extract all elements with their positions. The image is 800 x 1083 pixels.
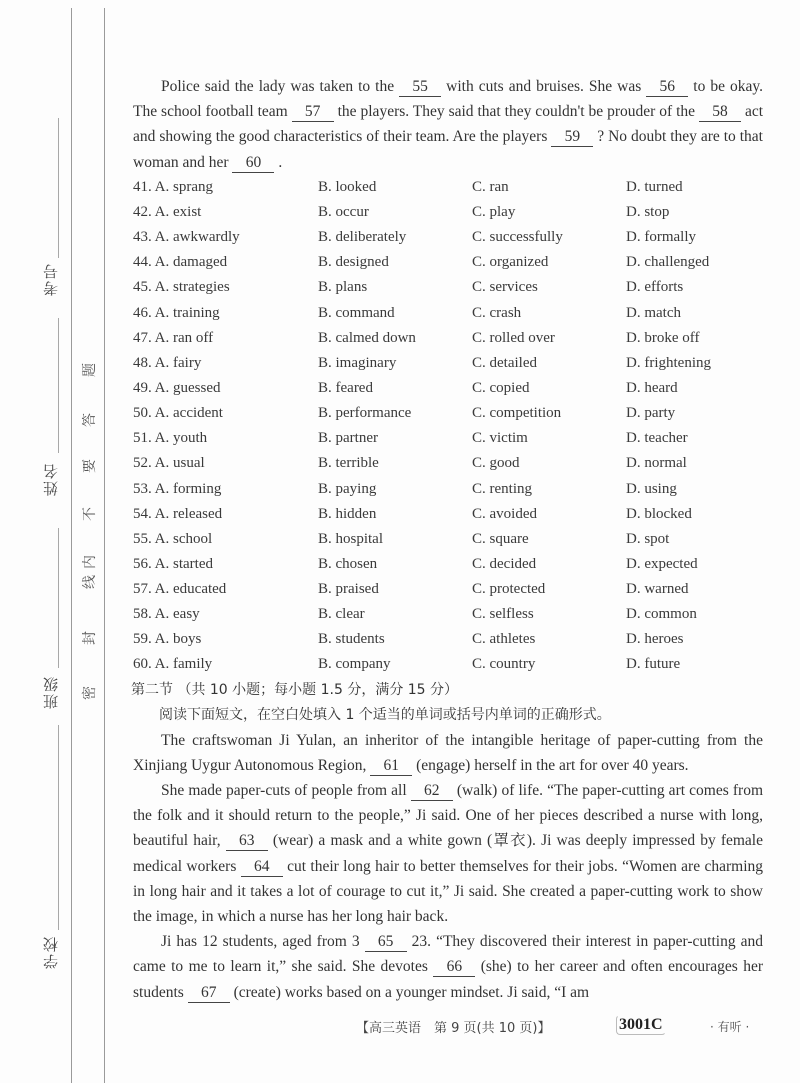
option-b: B. company [318,656,391,673]
binding-line-outer [71,8,72,1083]
question-row [133,602,763,627]
exam-number-line [58,118,59,258]
seal-char: 内 [82,555,98,569]
seal-char: 题 [82,363,98,377]
option-b: B. performance [318,405,412,422]
exam-content [133,74,763,1005]
option-c: C. avoided [472,505,537,522]
answer-blank-57[interactable]: 57 [292,103,334,122]
option-a: 42. A. exist [133,203,202,220]
option-d: D. efforts [626,279,684,296]
page-info: 【高三英语 第 9 页(共 10 页)】 [356,1021,551,1036]
option-a: 48. A. fairy [133,354,202,371]
answer-blank-64[interactable]: 64 [241,858,283,877]
multiple-choice-options [133,175,763,678]
option-c: C. renting [472,480,532,497]
question-row [133,225,763,250]
option-a: 51. A. youth [133,430,208,447]
seal-char: 线 [82,575,98,589]
school-label: 学校 [42,935,60,969]
option-a: 44. A. damaged [133,254,228,271]
answer-blank-59[interactable]: 59 [551,128,593,147]
option-c: C. rolled over [472,329,555,346]
seal-char: 封 [82,631,98,645]
option-c: C. play [472,203,516,220]
question-row [133,326,763,351]
option-b: B. chosen [318,555,378,572]
option-d: D. challenged [626,254,710,271]
option-c: C. successfully [472,229,563,246]
option-c: C. good [472,455,520,472]
option-b: B. looked [318,178,377,195]
answer-blank-61[interactable]: 61 [370,757,412,776]
question-row [133,426,763,451]
option-c: C. detailed [472,354,537,371]
answer-blank-58[interactable]: 58 [699,103,741,122]
question-row [133,175,763,200]
option-d: D. broke off [626,329,700,346]
section-2-heading: 第二节 （共 10 小题；每小题 1.5 分，满分 15 分） [131,681,459,698]
option-d: D. expected [626,555,698,572]
question-row [133,477,763,502]
answer-blank-65[interactable]: 65 [365,933,407,952]
question-row [133,451,763,476]
option-d: D. future [626,656,681,673]
option-a: 54. A. released [133,505,223,522]
seal-char: 不 [82,507,98,521]
question-row [133,351,763,376]
question-row [133,527,763,552]
question-row [133,301,763,326]
option-b: B. hidden [318,505,377,522]
option-b: B. calmed down [318,329,416,346]
option-a: 60. A. family [133,656,213,673]
option-c: C. victim [472,430,528,447]
option-c: C. competition [472,405,562,422]
option-b: B. occur [318,203,369,220]
name-line [58,318,59,453]
option-b: B. partner [318,430,378,447]
option-a: 52. A. usual [133,455,205,472]
option-a: 49. A. guessed [133,379,221,396]
option-b: B. praised [318,581,379,598]
question-row [133,275,763,300]
passage-paragraph: She made paper-cuts of people from all 62 (walk) of life. “The paper-cutting art comes from the folk and it should return to the people,” Ji said. One of her pieces described a nurse with long, beautiful hair, 63 (wear) a mask and a white gown (罩衣). Ji was deeply impressed by female medical workers 64 cut their long hair to better themselves for their jobs. “Women are charming in long hair and it takes a lot of courage to cut it,” Ji said. She created a paper-cutting work to show the image, in which a nurse has her long hair back. [133,782,764,926]
option-b: B. designed [318,254,389,271]
option-d: D. frightening [626,354,711,371]
passage-paragraph: Ji has 12 students, aged from 3 65 23. “They discovered their interest in paper-cutting and came to me to learn it,” she said. She devotes 66 (she) to her career and often encourages her students 67 (create) works based on a younger mindset. Ji said, “I am [133,933,764,1001]
option-b: B. command [318,304,395,321]
option-d: D. warned [626,581,689,598]
option-d: D. party [626,405,676,422]
seal-char: 答 [82,413,98,427]
option-c: C. ran [472,178,509,195]
option-b: B. students [318,631,385,648]
option-d: D. stop [626,203,670,220]
option-d: D. normal [626,455,687,472]
option-a: 53. A. forming [133,480,222,497]
question-row [133,200,763,225]
option-d: D. common [626,606,697,623]
question-row [133,552,763,577]
question-row [133,250,763,275]
option-b: B. imaginary [318,354,397,371]
brand-mark: · 有听 · [710,1020,750,1034]
option-d: D. heard [626,379,678,396]
option-d: D. using [626,480,677,497]
answer-blank-66[interactable]: 66 [433,958,475,977]
binding-line-inner [104,8,105,1083]
answer-blank-55[interactable]: 55 [399,78,441,97]
option-d: D. spot [626,530,670,547]
answer-blank-56[interactable]: 56 [646,78,688,97]
option-a: 41. A. sprang [133,178,213,195]
option-a: 55. A. school [133,530,213,547]
option-b: B. plans [318,279,368,296]
option-d: D. blocked [626,505,692,522]
exam-number-label: 考号 [42,262,60,296]
option-c: C. protected [472,581,546,598]
option-c: C. selfless [472,606,534,623]
question-row [133,577,763,602]
option-b: B. clear [318,606,365,623]
option-b: B. hospital [318,530,384,547]
option-c: C. organized [472,254,549,271]
seal-char: 密 [82,686,98,700]
option-a: 45. A. strategies [133,279,230,296]
option-a: 56. A. started [133,555,213,572]
option-a: 59. A. boys [133,631,202,648]
seal-char: 要 [82,459,98,473]
page-footer [300,1015,800,1039]
option-c: C. country [472,656,536,673]
question-row [133,401,763,426]
passage-paragraph: The craftswoman Ji Yulan, an inheritor of the intangible heritage of paper-cutting from the Xinjiang Uygur Autonomous Region, 61 (engage) herself in the art for over 40 years. [133,731,763,774]
answer-blank-63[interactable]: 63 [226,832,268,851]
exam-code: 3001C [616,1015,666,1035]
option-a: 43. A. awkwardly [133,229,240,246]
name-label: 姓名 [42,462,60,496]
option-c: C. services [472,279,538,296]
option-a: 47. A. ran off [133,329,214,346]
section-2-passage [133,728,763,1005]
option-c: C. crash [472,304,522,321]
option-a: 50. A. accident [133,405,223,422]
option-b: B. feared [318,379,373,396]
section-2-instruction: 阅读下面短文，在空白处填入 1 个适当的单词或括号内单词的正确形式。 [159,706,611,723]
passage-ending: Police said the lady was taken to the 55 with cuts and bruises. She was 56 to be okay. The school football team 57 the players. They said that they couldn't be prouder of the 58 act and showing the good characteristics of their team. Are the players 59 ? No doubt they are to that woman and her 60 . [133,78,764,171]
question-row [133,502,763,527]
option-a: 57. A. educated [133,581,227,598]
answer-blank-60[interactable]: 60 [232,154,274,173]
class-line [58,528,59,668]
question-row [133,376,763,401]
option-b: B. deliberately [318,229,407,246]
class-label: 班级 [42,675,60,709]
answer-blank-67[interactable]: 67 [188,984,230,1003]
option-d: D. heroes [626,631,684,648]
answer-blank-62[interactable]: 62 [411,782,453,801]
option-d: D. turned [626,178,683,195]
option-c: C. athletes [472,631,536,648]
option-d: D. formally [626,229,696,246]
school-line [58,725,59,930]
option-b: B. paying [318,480,377,497]
option-c: C. square [472,530,529,547]
option-c: C. decided [472,555,537,572]
question-row [133,627,763,652]
option-a: 46. A. training [133,304,220,321]
option-c: C. copied [472,379,530,396]
option-b: B. terrible [318,455,379,472]
option-a: 58. A. easy [133,606,200,623]
option-d: D. match [626,304,681,321]
option-d: D. teacher [626,430,688,447]
question-row [133,652,763,677]
